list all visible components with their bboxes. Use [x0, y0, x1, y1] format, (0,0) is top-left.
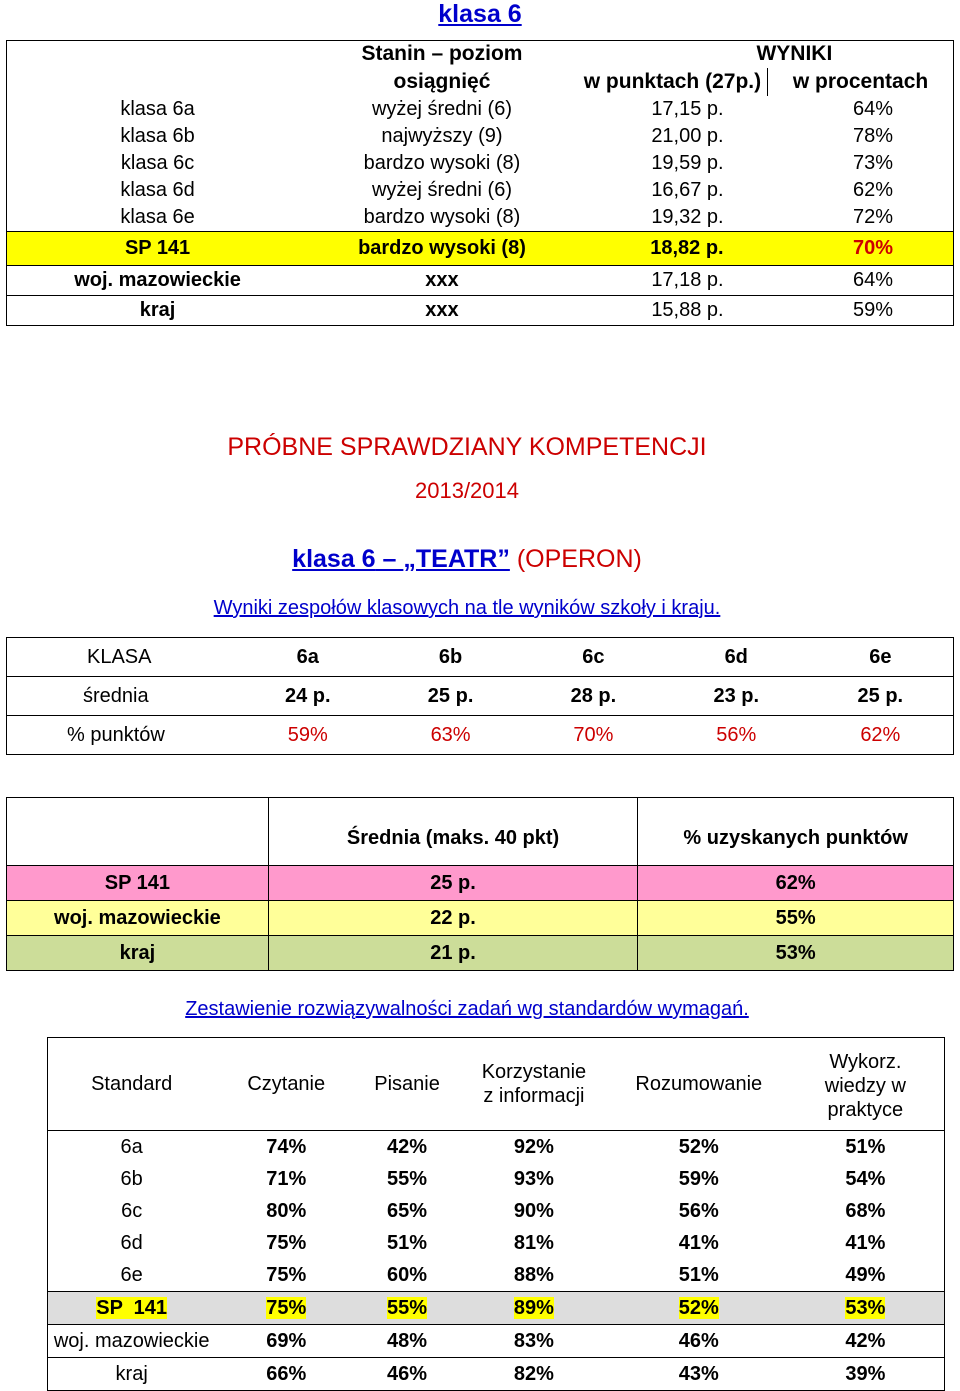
- heading-standards: Zestawienie rozwiązywalności zadań wg standardów wymagań.: [185, 998, 749, 1020]
- row-name: kraj: [7, 296, 309, 326]
- heading-class: klasa 6: [292, 545, 376, 573]
- row-name: klasa 6c: [120, 152, 195, 174]
- class-6d: 6d: [724, 646, 748, 668]
- row-stanin: najwyższy (9): [381, 125, 503, 147]
- standards-header-row: [48, 1038, 945, 1131]
- cell-korzystanie: 90%: [513, 1200, 554, 1222]
- region-row: [48, 1325, 945, 1358]
- cell-wykorzystanie: 49%: [845, 1264, 886, 1286]
- country-row: [48, 1358, 945, 1391]
- cell-rozumowanie: 41%: [678, 1232, 719, 1254]
- row-percent: 72%: [852, 206, 893, 228]
- cell-korzystanie: 93%: [513, 1168, 554, 1190]
- header-standard: Standard: [48, 1038, 216, 1131]
- row-stanin: xxx: [308, 266, 576, 296]
- row-name: kraj: [115, 1363, 148, 1385]
- header-korzystanie-line2: z informacji: [483, 1085, 585, 1107]
- wyniki-header: WYNIKI: [756, 42, 833, 65]
- srednia-label: średnia: [7, 677, 237, 716]
- row-percent: 55%: [638, 901, 954, 936]
- row-percent: 70%: [768, 232, 954, 266]
- row-name: 6a: [120, 1136, 143, 1158]
- pct-6c: 70%: [573, 724, 614, 746]
- stanin-header-line2: osiągnięć: [393, 70, 491, 93]
- header-wykorz-line1: Wykorz.: [829, 1051, 902, 1073]
- heading-publisher: (OPERON): [509, 545, 642, 573]
- cell-wykorzystanie: 41%: [845, 1232, 886, 1254]
- class-6b: 6b: [438, 646, 463, 668]
- heading-class-test: [0, 545, 934, 574]
- row-points: 19,32 p.: [651, 206, 724, 228]
- row-points: 17,15 p.: [651, 98, 724, 120]
- pct-6a: 59%: [287, 724, 328, 746]
- table-row: [48, 1131, 945, 1164]
- table-row: [7, 177, 954, 204]
- cell-pisanie: 65%: [387, 1200, 428, 1222]
- cell-korzystanie: 81%: [513, 1232, 554, 1254]
- row-name: klasa 6b: [120, 125, 195, 147]
- class-6c: 6c: [582, 646, 605, 668]
- row-avg: 25 p.: [268, 866, 638, 901]
- row-name: SP 141: [7, 866, 269, 901]
- school-row: [7, 232, 954, 266]
- cell-czytanie: 71%: [266, 1168, 307, 1190]
- table-row: [7, 96, 954, 123]
- row-percent: 62%: [852, 179, 893, 201]
- row-stanin: wyżej średni (6): [371, 98, 512, 120]
- cell-czytanie: 74%: [266, 1136, 307, 1158]
- average-header-row: [7, 798, 954, 866]
- percent-row: [7, 716, 954, 755]
- cell-wykorzystanie-highlight: 53%: [845, 1297, 886, 1319]
- row-percent: 53%: [638, 936, 954, 971]
- row-name: SP 141: [7, 232, 309, 266]
- class-6e: 6e: [869, 646, 892, 668]
- row-stanin: bardzo wysoki (8): [363, 206, 521, 228]
- header-wykorzystanie: [787, 1038, 945, 1131]
- cell-czytanie-highlight: 75%: [266, 1297, 307, 1319]
- avg-6b: 25 p.: [379, 677, 522, 716]
- header-korzystanie-line1: Korzystanie: [481, 1061, 587, 1083]
- cell-korzystanie: 82%: [513, 1363, 554, 1385]
- results-header-row-1: [7, 41, 954, 69]
- row-percent: 78%: [852, 125, 893, 147]
- row-percent: 73%: [852, 152, 893, 174]
- row-points: 21,00 p.: [651, 125, 724, 147]
- row-points: 16,67 p.: [651, 179, 724, 201]
- class-header-row: [7, 638, 954, 677]
- heading-test-name: „TEATR”: [403, 545, 510, 573]
- results-table: [6, 40, 954, 326]
- cell-rozumowanie: [611, 1292, 787, 1325]
- klasa-label: KLASA: [87, 646, 152, 668]
- header-percent: % uzyskanych punktów: [638, 798, 954, 866]
- row-avg: 22 p.: [268, 901, 638, 936]
- row-percent: 59%: [768, 296, 954, 326]
- cell-czytanie: [215, 1292, 357, 1325]
- row-name: 6e: [120, 1264, 143, 1286]
- row-name: klasa 6d: [120, 179, 195, 201]
- cell-rozumowanie: 59%: [678, 1168, 719, 1190]
- header-korzystanie: [457, 1038, 611, 1131]
- table-row: [48, 1195, 945, 1227]
- cell-korzystanie: 88%: [513, 1264, 554, 1286]
- row-points: 18,82 p.: [576, 232, 768, 266]
- row-percent: 64%: [768, 266, 954, 296]
- table-row: [7, 150, 954, 177]
- cell-korzystanie: 83%: [457, 1325, 611, 1358]
- header-pisanie: Pisanie: [357, 1038, 457, 1131]
- average-table: [6, 797, 954, 971]
- row-stanin: bardzo wysoki (8): [363, 152, 521, 174]
- table-row: [7, 123, 954, 150]
- school-row: [48, 1292, 945, 1325]
- avg-6e: 25 p.: [808, 677, 954, 716]
- cell-czytanie: 80%: [266, 1200, 307, 1222]
- cell-rozumowanie: 56%: [678, 1200, 719, 1222]
- percent-header: w procentach: [768, 68, 954, 96]
- cell-wykorzystanie: 68%: [845, 1200, 886, 1222]
- header-wykorz-line3: praktyce: [827, 1099, 904, 1121]
- table-row: [48, 1227, 945, 1259]
- heading-class-results: Wyniki zespołów klasowych na tle wyników szkoły i kraju.: [213, 597, 721, 619]
- cell-pisanie: 55%: [387, 1168, 428, 1190]
- average-row: [7, 677, 954, 716]
- cell-korzystanie: 92%: [513, 1136, 554, 1158]
- row-stanin: xxx: [308, 296, 576, 326]
- row-name: klasa 6e: [120, 206, 195, 228]
- heading-school-year: 2013/2014: [415, 478, 519, 503]
- row-points: 17,18 p.: [576, 266, 768, 296]
- class-results-table: [6, 637, 954, 755]
- table-row: [7, 204, 954, 232]
- avg-6d: 23 p.: [665, 677, 808, 716]
- header-rozumowanie: Rozumowanie: [611, 1038, 787, 1131]
- school-row: [7, 866, 954, 901]
- row-points: 15,88 p.: [576, 296, 768, 326]
- header-wykorz-line2: wiedzy w: [824, 1075, 906, 1097]
- row-name: 6b: [120, 1168, 143, 1190]
- table-row: [48, 1259, 945, 1292]
- cell-korzystanie-highlight: 89%: [513, 1297, 554, 1319]
- cell-pisanie: 42%: [387, 1136, 428, 1158]
- procent-label: % punktów: [67, 724, 165, 746]
- cell-pisanie: 48%: [357, 1325, 457, 1358]
- row-percent: 64%: [852, 98, 893, 120]
- cell-wykorzystanie: 42%: [787, 1325, 945, 1358]
- row-points: 19,59 p.: [651, 152, 724, 174]
- cell-pisanie: 60%: [387, 1264, 428, 1286]
- row-name: woj. mazowieckie: [7, 901, 269, 936]
- cell-rozumowanie-highlight: 52%: [678, 1297, 719, 1319]
- row-name: 6c: [121, 1200, 143, 1222]
- cell-wykorzystanie: 54%: [845, 1168, 886, 1190]
- cell-pisanie: [357, 1292, 457, 1325]
- avg-6c: 28 p.: [522, 677, 665, 716]
- table-row: [48, 1163, 945, 1195]
- school-name-highlight: SP 141: [96, 1297, 168, 1319]
- region-row: [7, 266, 954, 296]
- cell-czytanie: 66%: [266, 1363, 307, 1385]
- results-header-row-2: [7, 68, 954, 96]
- row-avg: 21 p.: [268, 936, 638, 971]
- cell-korzystanie: [457, 1292, 611, 1325]
- row-stanin: wyżej średni (6): [371, 179, 512, 201]
- row-percent: 62%: [638, 866, 954, 901]
- row-stanin: bardzo wysoki (8): [308, 232, 576, 266]
- cell-czytanie: 75%: [266, 1232, 307, 1254]
- avg-6a: 24 p.: [236, 677, 379, 716]
- pct-6d: 56%: [716, 724, 757, 746]
- cell-pisanie: 51%: [387, 1232, 428, 1254]
- region-row: [7, 901, 954, 936]
- cell-wykorzystanie: [787, 1292, 945, 1325]
- header-average: Średnia (maks. 40 pkt): [268, 798, 638, 866]
- cell-czytanie: 69%: [215, 1325, 357, 1358]
- row-name: woj. mazowieckie: [7, 266, 309, 296]
- row-name: [48, 1292, 216, 1325]
- cell-wykorzystanie: 39%: [845, 1363, 886, 1385]
- row-name: klasa 6a: [120, 98, 195, 120]
- standards-table: [47, 1037, 945, 1391]
- cell-pisanie: 46%: [387, 1363, 428, 1385]
- pct-6b: 63%: [430, 724, 471, 746]
- class-6a: 6a: [296, 646, 319, 668]
- cell-pisanie-highlight: 55%: [387, 1297, 428, 1319]
- page-title: klasa 6: [438, 0, 522, 28]
- row-name: woj. mazowieckie: [48, 1325, 216, 1358]
- heading-dash: –: [375, 545, 404, 573]
- country-row: [7, 936, 954, 971]
- cell-wykorzystanie: 51%: [845, 1136, 886, 1158]
- header-czytanie: Czytanie: [215, 1038, 357, 1131]
- country-row: [7, 296, 954, 326]
- cell-rozumowanie: 43%: [678, 1363, 719, 1385]
- pct-6e: 62%: [860, 724, 901, 746]
- cell-czytanie: 75%: [266, 1264, 307, 1286]
- points-header: w punktach (27p.): [583, 70, 762, 93]
- stanin-header: Stanin – poziom: [361, 42, 523, 65]
- heading-competence-tests: PRÓBNE SPRAWDZIANY KOMPETENCJI: [227, 433, 707, 461]
- empty-header-cell: [7, 798, 269, 866]
- row-name: kraj: [7, 936, 269, 971]
- cell-rozumowanie: 51%: [678, 1264, 719, 1286]
- cell-rozumowanie: 46%: [611, 1325, 787, 1358]
- row-name: 6d: [120, 1232, 143, 1254]
- cell-rozumowanie: 52%: [678, 1136, 719, 1158]
